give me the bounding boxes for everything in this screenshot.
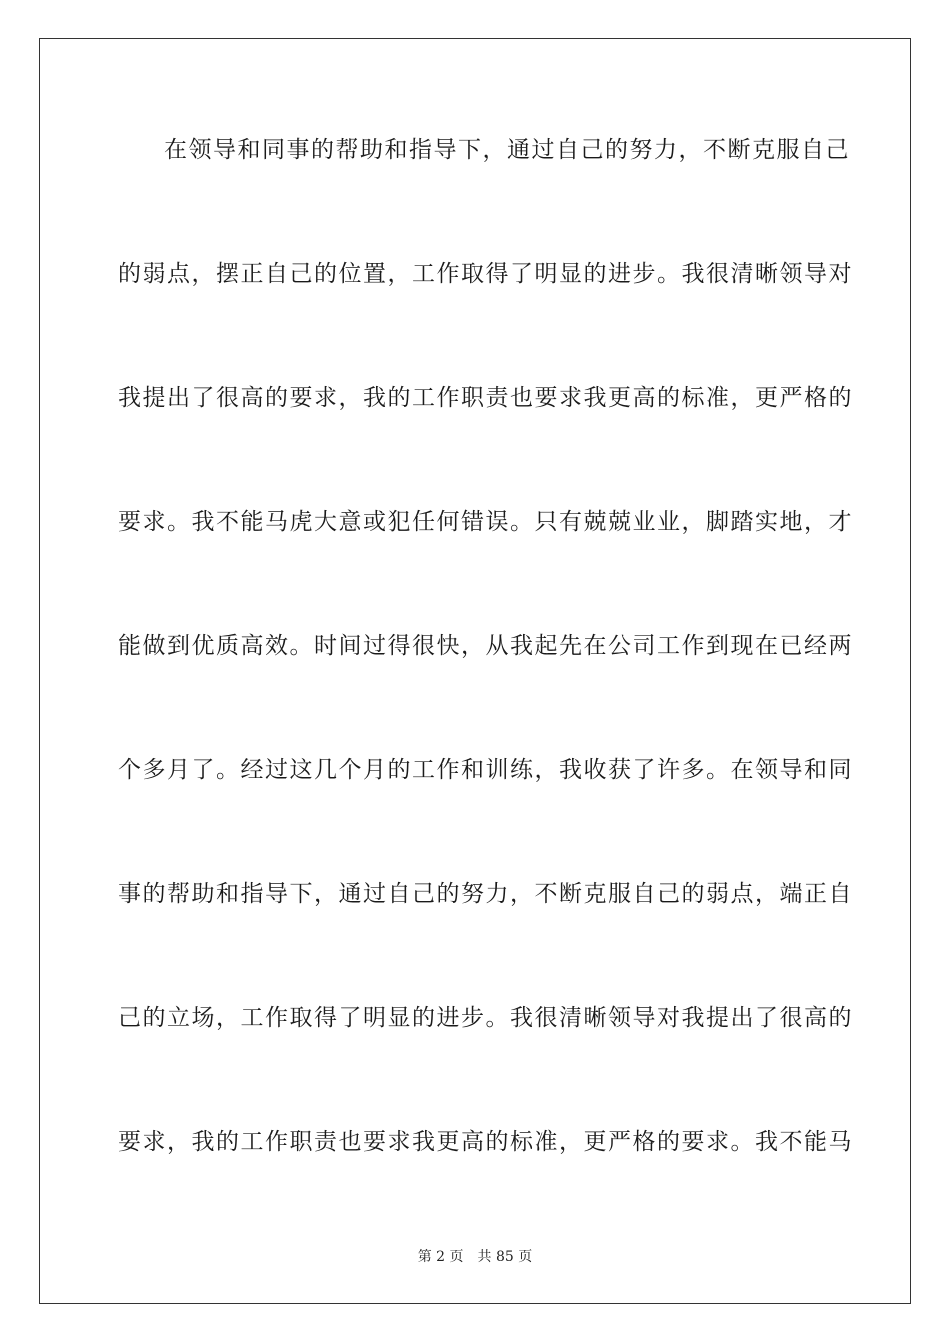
document-body [118, 124, 853, 1240]
paragraph-line-1: 在领导和同事的帮助和指导下，通过自己的努力，不断克服自己 [164, 137, 850, 163]
page-number: 第 2 页 [417, 1249, 464, 1265]
paragraph-line-8: 己的立场，工作取得了明显的进步。我很清晰领导对我提出了很高的 [118, 1005, 853, 1031]
paragraph-line-3: 我提出了很高的要求，我的工作职责也要求我更高的标准，更严格的 [118, 385, 853, 411]
paragraph-line-5: 能做到优质高效。时间过得很快，从我起先在公司工作到现在已经两 [118, 633, 853, 659]
paragraph-line-2: 的弱点，摆正自己的位置，工作取得了明显的进步。我很清晰领导对 [118, 261, 853, 287]
paragraph-line-9: 要求，我的工作职责也要求我更高的标准，更严格的要求。我不能马 [118, 1129, 853, 1155]
paragraph-line-4: 要求。我不能马虎大意或犯任何错误。只有兢兢业业，脚踏实地，才 [118, 509, 853, 535]
paragraph-line-6: 个多月了。经过这几个月的工作和训练，我收获了许多。在领导和同 [118, 757, 853, 783]
page-total: 共 85 页 [477, 1249, 533, 1265]
paragraph-line-7: 事的帮助和指导下，通过自己的努力，不断克服自己的弱点，端正自 [118, 881, 853, 907]
page-footer [0, 1246, 950, 1266]
